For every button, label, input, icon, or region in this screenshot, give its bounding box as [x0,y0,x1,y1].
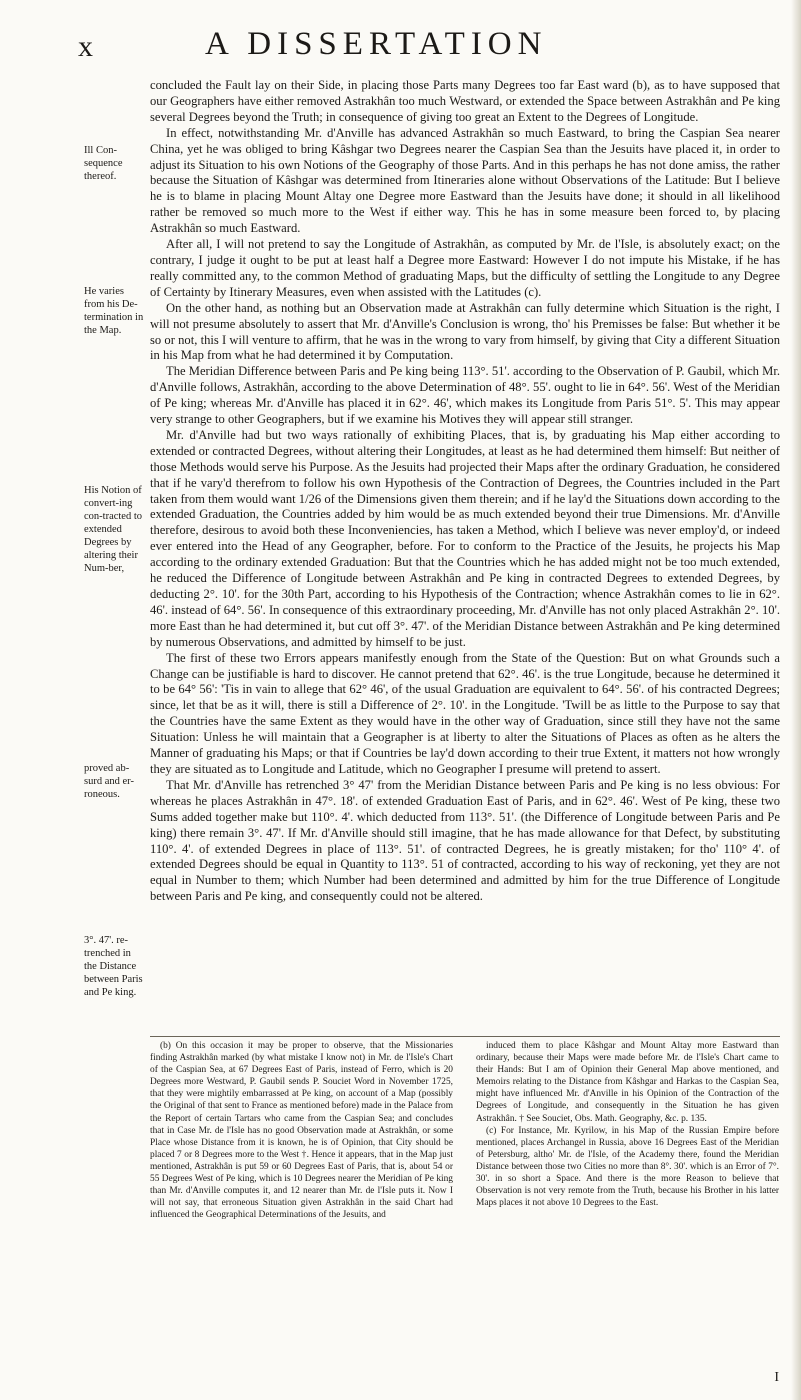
paragraph: Mr. d'Anville had but two ways rationally of exhibiting Places, that is, by graduating his Map either according to extended or contracted Degrees, without altering their Longitudes, at least as he had determined them himself: But neither of those Methods would serve his Purpose. As the Jesuits had projected their Maps after the ordinary Graduation, he considered that if he vary'd therefrom to follow his own Hypothesis of the Contraction of Degrees, the Countries included in the Part taken from them would want 1/26 of the Dimensions given them therein; and if he lay'd the Situations down according to the extended Graduation, the Countries added by him would be as much extended beyond their true Dimensions. Mr. d'Anville therefore, desirous to avoid both these Inconveniencies, has taken a Method, which I believe was never employ'd, or indeed ever entered into the Head of any Geographer, before. For to conform to the Practice of the Jesuits, he projects his Map according to the ordinary extended Graduation: But that the Countries which he has added might not be too much extended, he reduced the Difference of Longitude between Astrakhân and Pe king in contracted Degrees to extended Degrees, by deducting 2°. 10'. for the 30th Part, according to his Hypothesis of the Contraction; whence Astrakhân comes to lie in 62°. 46'. instead of 64°. 56'. In consequence of this extraordinary proceeding, Mr. d'Anville has not only placed Astrakhân 2°. 10'. more East than he had determined it, but cut off 3°. 47'. of the Meridian Distance between Astrakhân and Pe king determined by numerous Observations, and admitted by himself to be just. [150,427,780,649]
running-title: A DISSERTATION [205,26,548,62]
paragraph: The first of these two Errors appears manifestly enough from the State of the Question: But on what Grounds such a Change can be justifiable is hard to discover. He cannot pretend that 62°. 46'. is the true Longitude, because he determined it to be 64° 56': 'Tis in vain to allege that 62° 46', of the usual Graduation are equivalent to 64°. 56'. of his contracted Degrees; since, let that be as it will, there is still a Difference of 2°. 10'. in the Longitude. 'Twill be as little to the Purpose to say that the Countries have the same Extent as they would have in the other way of Graduation, since still they have not the same Situation: Unless he will maintain that a Geographer is at liberty to alter the Situations of Places as often as he alters the Manner of graduating his Maps; or that if Countries be lay'd down according to their true Extent, it matters not how wrongly they are situated as to Longitude and Latitude, which no Geographer I presume will pretend to assert. [150,650,780,776]
margin-note: 3°. 47'. re-trenched in the Distance between Paris and Pe king. [84,935,143,998]
footnote: (c) For Instance, Mr. Kyrilow, in his Map of the Russian Empire before mentioned, places Archangel in Russia, above 16 Degrees East of the Meridian of Petersburg, altho' Mr. de l'Isle, of the Academy there, found the Meridian Distance between those two Cities no more than 8°. 30'. which is an Error of 7°. 30'. in so short a Space. And there is the more Reason to believe that Observation is not very remote from the Truth, because his Brother in his latter Maps places it not above 10 Degrees to the East. [476,1125,779,1209]
paragraph: concluded the Fault lay on their Side, in placing those Parts many Degrees too far East ward (b), as to have supposed that our Geographers have either removed Astrakhân too much Westward, or extended the Space between Astrakhân and Pe king several Degrees beyond the Truth; in consequence of giving too great an Extent to the Degrees of Longitude. [150,78,780,124]
footnote: (b) On this occasion it may be proper to observe, that the Missionaries finding Astrakhân marked (by what mistake I know not) in Mr. de l'Isle's Chart of the Caspian Sea, at 67 Degrees East of Paris, instead of Ferro, which is 20 Degrees more Westward, P. Gaubil sends P. Souciet Word in November 1725, that they were mightily embarrassed at Pe king, on account of a Map (possibly the Original of that sent to France as mentioned before) made in the Palace from the Report of certain Tartars who came from the Caspian Sea; and concludes that in Case Mr. de l'Isle has no good Observation made at Astrakhân, or some Place whose Distance from it is known, he is of Opinion, that City should be placed 7 or 8 Degrees more to the West †. Hence it appears, that in the Map just mentioned, Astrakhân is put 59 or 60 Degrees East of Paris, that is, about 54 or 55 Degrees West of Pe king, which is 10 Degrees nearer the Meridian of Pe king than Mr. d'Anville computes it, and 12 nearer than Mr. de l'Isle puts it. Now I will not say, that erroneous Situation given Astrakhân in the said Chart had influenced the Geographical Determinations of the Jesuits, and [150,1041,453,1221]
footnote-rule [150,1036,780,1037]
page-edge [791,0,801,1400]
paragraph: The Meridian Difference between Paris and Pe king being 113°. 51'. according to the Observation of P. Gaubil, which Mr. d'Anville follows, Astrakhân, according to the above Determination of 48°. 55'. ought to lie in 64°. 56'. West of the Meridian of Pe king; whereas Mr. d'Anville has placed it in 62°. 46', which makes its Longitude from Paris 51°. 5'. This may appear very strange to other Geographers, but if we examine his Motives they will appear still stranger. [150,364,780,427]
main-text [150,78,780,905]
margin-note: proved ab-surd and er-roneous. [84,763,134,800]
margin-note: His Notion of convert-ing con-tracted to extended Degrees by altering their Num-ber, [84,485,143,574]
paragraph: After all, I will not pretend to say the Longitude of Astrakhân, as computed by Mr. de l'Isle, is absolutely exact; on the contrary, I judge it ought to be put at least half a Degree more Eastward: However I do not impute his Mistake, if he has really committed any, to the common Method of graduating Maps, but the difficulty of settling the Longitude to any Degree of Certainty by Itinerary Measures, even when assisted with the Latitudes (c). [150,237,780,299]
footnote-column-left [150,1040,453,1221]
footnote: induced them to place Kâshgar and Mount Altay more Eastward than ordinary, because their Maps were made before Mr. de l'Isle's Chart came to their Hands: But I am of Opinion their General Map above mentioned, and Memoirs relating to the Distance from Kâshgar and Harkas to the Caspian Sea, might have influenced Mr. d'Anville in his Opinion of the Contraction of the Degrees of Longitude, and consequently in the Situation he has given Astrakhân. † See Souciet, Obs. Math. Geography, &c. p. 135. [476,1041,779,1124]
margin-note: He varies from his De-termination in the Map. [84,286,144,336]
paragraph: On the other hand, as nothing but an Observation made at Astrakhân can fully determine which Situation is the right, I will not presume absolutely to assert that Mr. d'Anville's Conclusion is wrong, tho' his Premisses be false: But whether it be so or not, this I will venture to affirm, that he was in the wrong to vary from himself, by giving that City a different Situation in his Map from what he had determined it by Computation. [150,300,780,363]
paragraph: In effect, notwithstanding Mr. d'Anville has advanced Astrakhân so much Eastward, to bring the Caspian Sea nearer China, yet he was obliged to bring Kâshgar two Degrees nearer the Caspian Sea than the Jesuits have placed it, in order to adjust its Situation to his own Notions of the Geography of those Parts. And in this perhaps he has not done amiss, the rather because the Situation of Kâshgar was determined from Itineraries alone without Observations of the Latitude: But I believe he is to blame in placing Mount Altay one Degree more Eastward than the Jesuits have done; it should in all likelihood rather be removed so much more to the West if either way. This he has in some measure been forced to, by placing Astrakhân so much Eastward. [150,125,780,236]
catchword: I [774,1370,779,1385]
page-header [0,12,801,72]
margin-note: Ill Con-sequence thereof. [84,145,123,182]
page-number: x [78,30,93,63]
paragraph: That Mr. d'Anville has retrenched 3° 47' from the Meridian Distance between Paris and Pe king is no less obvious: For whereas he places Astrakhân in 47°. 18'. of extended Graduation East of Paris, and in 62°. 46'. West of Pe king, these two Sums added together make but 110°. 4'. which deducted from 113°. 51'. (the Difference of Longitude between Paris and Pe king) there remain 3°. 47'. If Mr. d'Anville should still imagine, that he has made allowance for that Defect, by substituting 110°. 4'. of extended Degrees in place of 113°. 51'. of contracted Degrees, he is greatly mistaken; for tho' 110° 4'. of extended Degrees should be equal in Quantity to 113°. 51 of contracted, according to his way of reckoning, yet they are not equal in Number to them; which Number had been determined and admitted by him for the true Difference of Longitude between Paris and Pe king, and consequently could not be altered. [150,777,780,904]
footnote-column-right [476,1040,779,1209]
